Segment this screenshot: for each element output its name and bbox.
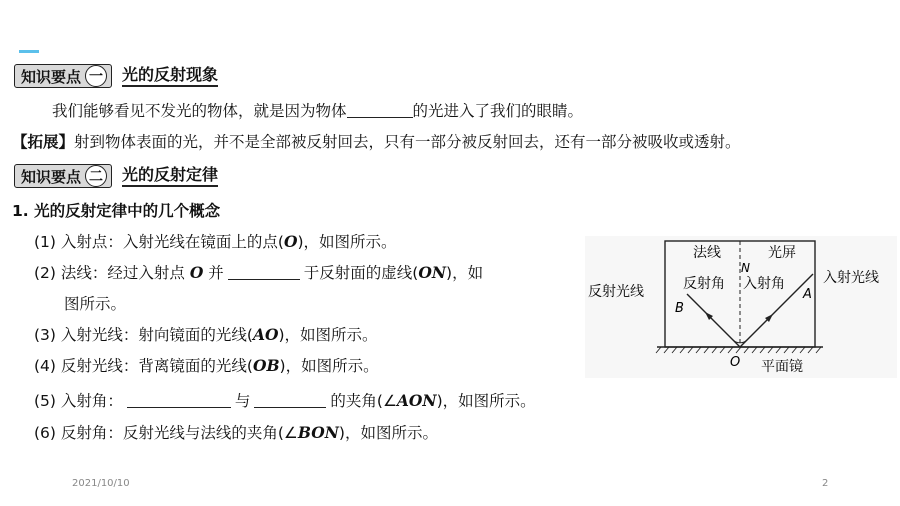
symbol: BON <box>297 423 339 442</box>
text: )，如图所示。 <box>297 233 397 251</box>
symbol: O <box>189 263 204 282</box>
text: (3) 入射光线：射向镜面的光线( <box>34 326 253 344</box>
text: 与 <box>234 392 251 410</box>
symbol: ON <box>418 263 447 282</box>
text: (1) 入射点：入射光线在镜面上的点( <box>34 233 284 251</box>
diagram-background <box>585 236 897 378</box>
symbol: AO <box>252 325 279 344</box>
text: )，如 <box>446 264 484 282</box>
item-3 <box>34 324 378 346</box>
text: 我们能够看见不发光的物体，就是因为物体 <box>52 102 347 120</box>
text-line <box>52 100 583 122</box>
symbol: AON <box>396 391 437 410</box>
accent-bar <box>19 50 39 53</box>
answer-blank[interactable] <box>347 101 413 118</box>
intro-line: 1. 光的反射定律中的几个概念 <box>12 202 221 220</box>
label-incidence-angle: 入射角 <box>743 276 785 292</box>
text: (4) 反射光线：背离镜面的光线( <box>34 357 253 375</box>
label-incident-ray: 入射光线 <box>823 270 879 286</box>
item-5 <box>34 390 536 412</box>
text: )，如图所示。 <box>278 326 378 344</box>
label-A: A <box>803 287 812 302</box>
item-4 <box>34 355 379 377</box>
extension-line <box>12 131 741 153</box>
knowledge-tag <box>14 164 112 188</box>
text: )，如图所示。 <box>436 392 536 410</box>
text: 射到物体表面的光，并不是全部被反射回去，只有一部分被反射回去，还有一部分被吸收或透射。 <box>74 133 741 151</box>
label-O: O <box>730 355 741 370</box>
text: 并 <box>208 264 224 282</box>
item-2 <box>34 262 483 284</box>
tag-label: 知识要点 <box>21 167 82 186</box>
symbol: OB <box>252 356 280 375</box>
answer-blank[interactable] <box>228 263 300 280</box>
reflection-diagram <box>585 236 897 378</box>
text: 的光进入了我们的眼睛。 <box>412 102 584 120</box>
page-number: 2 <box>822 478 829 489</box>
item-2-cont: 图所示。 <box>64 295 127 313</box>
tag-label: 知识要点 <box>21 67 82 86</box>
section-title: 光的反射现象 <box>122 65 218 87</box>
label-reflection-angle: 反射角 <box>683 276 725 292</box>
item-1 <box>34 231 397 253</box>
extension-label: 【拓展】 <box>12 133 75 151</box>
symbol: O <box>283 232 298 251</box>
label-N: N <box>741 261 750 275</box>
label-reflected-ray: 反射光线 <box>588 284 644 300</box>
label-B: B <box>675 301 684 316</box>
tag-number: 二 <box>85 165 107 187</box>
tag-number: 一 <box>85 65 107 87</box>
label-mirror: 平面镜 <box>761 359 803 375</box>
section-title: 光的反射定律 <box>122 165 218 187</box>
section-header-2 <box>14 164 218 188</box>
label-normal: 法线 <box>693 245 721 261</box>
answer-blank[interactable] <box>127 391 231 408</box>
knowledge-tag <box>14 64 112 88</box>
text: (6) 反射角：反射光线与法线的夹角(∠ <box>34 424 298 442</box>
text: )，如图所示。 <box>338 424 438 442</box>
answer-blank[interactable] <box>254 391 326 408</box>
text: )，如图所示。 <box>279 357 379 375</box>
item-6 <box>34 422 438 444</box>
footer-date: 2021/10/10 <box>72 478 130 489</box>
label-screen: 光屏 <box>768 245 796 261</box>
text: 的夹角(∠ <box>330 392 397 410</box>
text: (5) 入射角： <box>34 392 123 410</box>
text: (2) 法线：经过入射点 <box>34 264 185 282</box>
section-header-1 <box>14 64 218 88</box>
text: 于反射面的虚线( <box>303 264 419 282</box>
